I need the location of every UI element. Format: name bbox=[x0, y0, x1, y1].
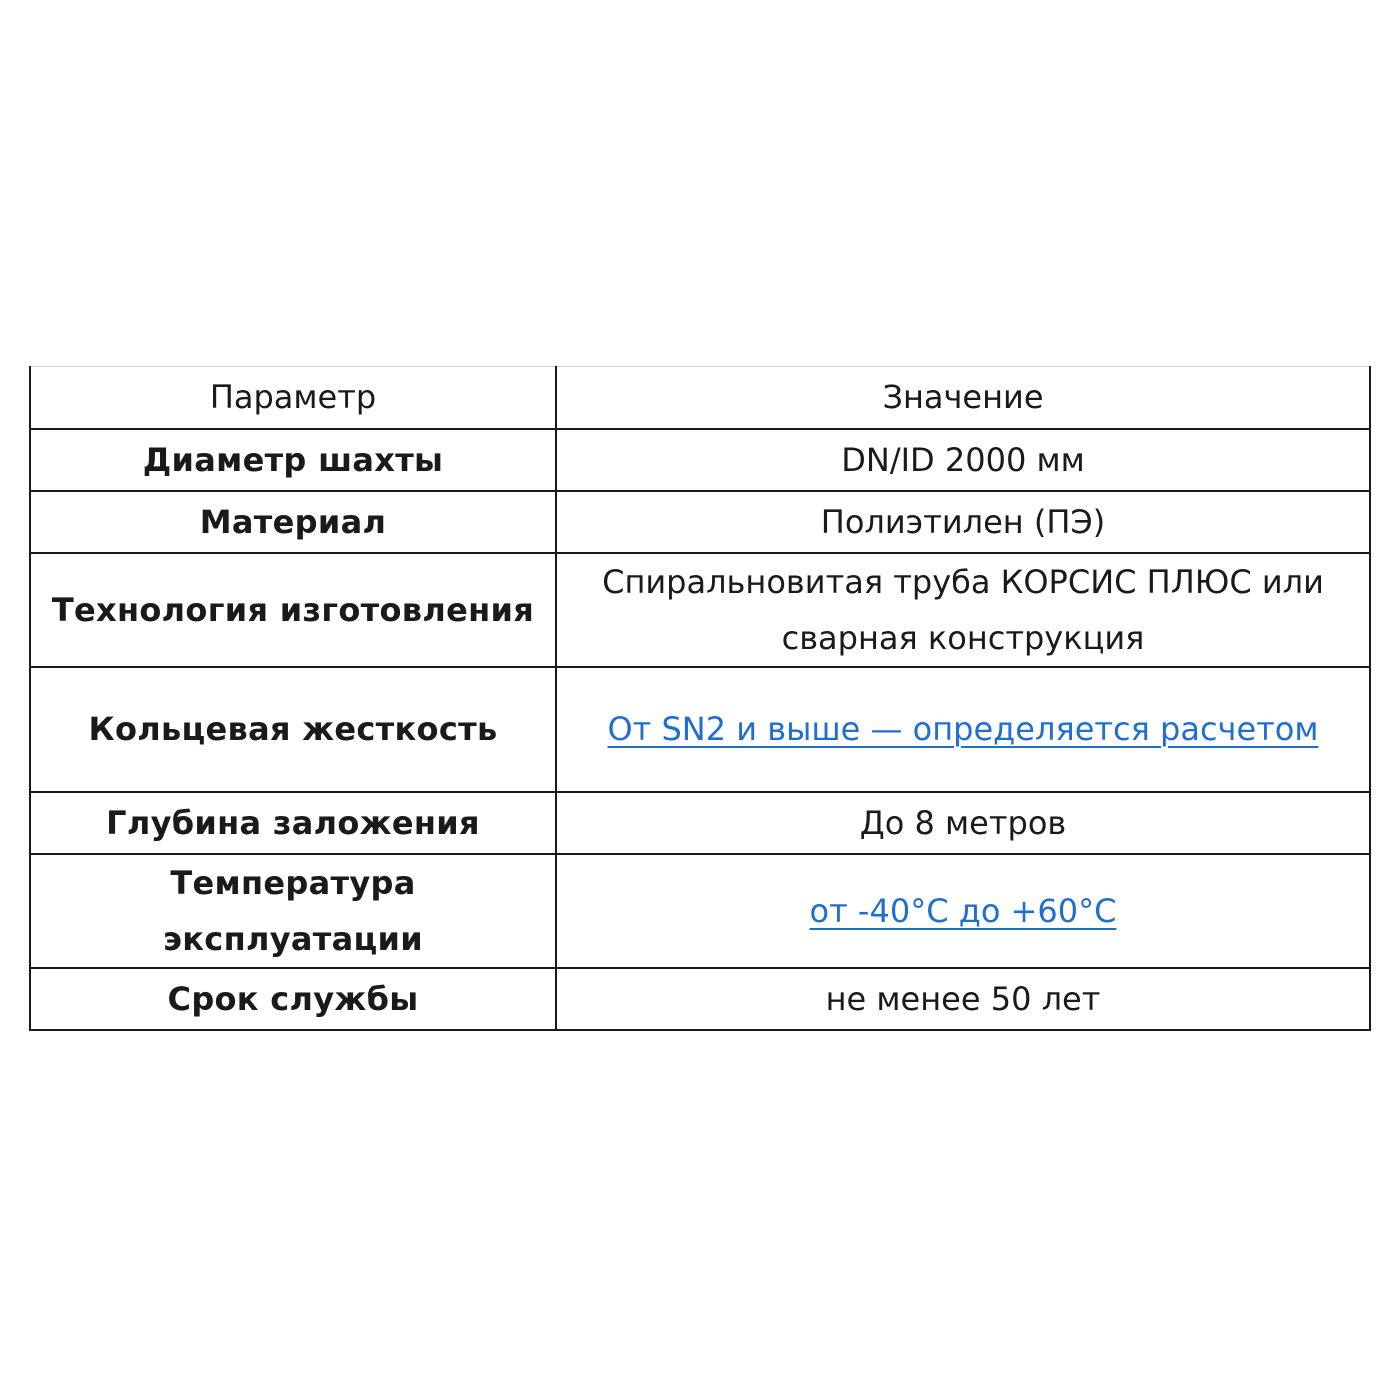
ring-stiffness-link[interactable]: От SN2 и выше — определяется расчетом bbox=[607, 710, 1319, 748]
table-row bbox=[30, 491, 1370, 553]
param-cell: Глубина заложения bbox=[30, 792, 556, 854]
param-cell: Срок службы bbox=[30, 968, 556, 1030]
value-cell: не менее 50 лет bbox=[556, 968, 1370, 1030]
value-cell: Полиэтилен (ПЭ) bbox=[556, 491, 1370, 553]
table-row bbox=[30, 667, 1370, 792]
value-cell: До 8 метров bbox=[556, 792, 1370, 854]
param-cell: Материал bbox=[30, 491, 556, 553]
param-cell: Кольцевая жесткость bbox=[30, 667, 556, 792]
table-row bbox=[30, 429, 1370, 491]
table-row bbox=[30, 968, 1370, 1030]
table-row bbox=[30, 792, 1370, 854]
value-cell bbox=[556, 854, 1370, 968]
table-row bbox=[30, 854, 1370, 968]
table-header-row bbox=[30, 367, 1370, 429]
value-cell bbox=[556, 667, 1370, 792]
param-cell: Температура эксплуатации bbox=[30, 854, 556, 968]
value-cell: Спиральновитая труба КОРСИС ПЛЮС или сварная конструкция bbox=[556, 553, 1370, 667]
param-cell: Технология изготовления bbox=[30, 553, 556, 667]
header-value: Значение bbox=[556, 367, 1370, 429]
param-cell: Диаметр шахты bbox=[30, 429, 556, 491]
table-row bbox=[30, 553, 1370, 667]
temperature-link[interactable]: от -40°C до +60°C bbox=[809, 891, 1117, 930]
spec-table bbox=[29, 366, 1371, 1031]
value-cell: DN/ID 2000 мм bbox=[556, 429, 1370, 491]
header-param: Параметр bbox=[30, 367, 556, 429]
